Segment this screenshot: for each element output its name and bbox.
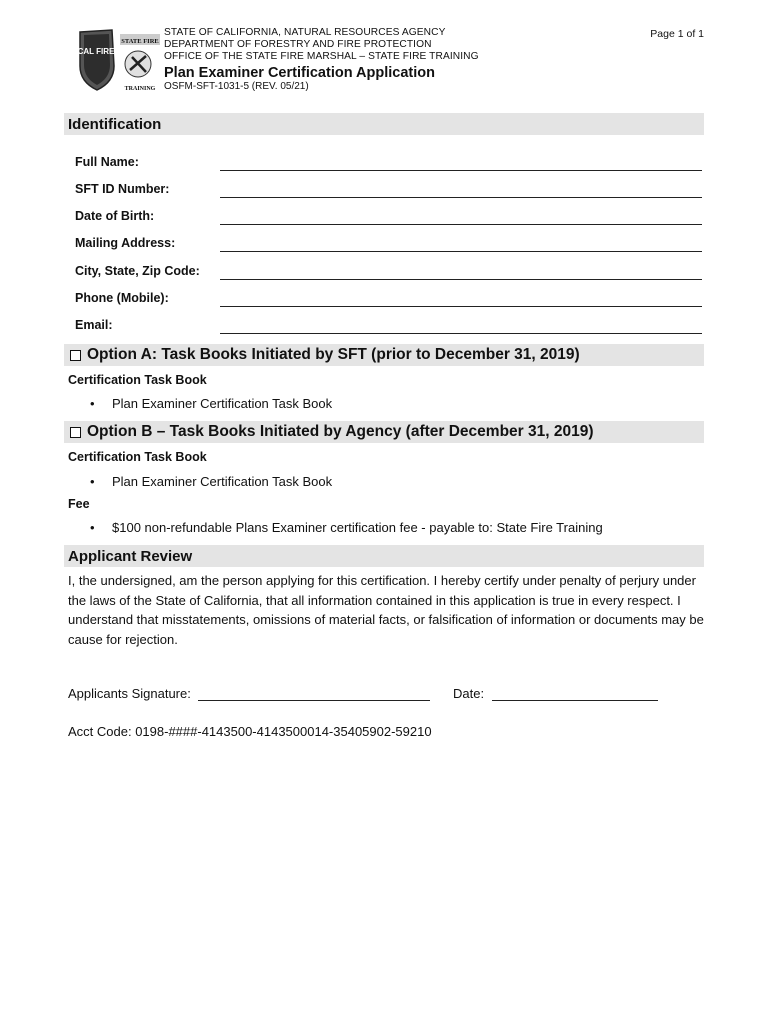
option-b-subhead: Certification Task Book bbox=[68, 450, 207, 464]
sft-id-label: SFT ID Number: bbox=[75, 182, 170, 196]
list-item bbox=[90, 520, 603, 535]
email-label: Email: bbox=[75, 318, 113, 332]
date-label: Date: bbox=[453, 686, 485, 701]
form-title: Plan Examiner Certification Application bbox=[164, 65, 435, 81]
city-state-zip-label: City, State, Zip Code: bbox=[75, 264, 200, 278]
option-a-item: Plan Examiner Certification Task Book bbox=[112, 396, 333, 411]
logo-training-text: TRAINING bbox=[124, 86, 156, 92]
logo-cal-fire-text: CAL FIRE bbox=[77, 47, 115, 56]
date-field[interactable] bbox=[492, 686, 658, 701]
signature-label: Applicants Signature: bbox=[68, 686, 191, 701]
option-b-checkbox[interactable] bbox=[70, 427, 81, 438]
cal-fire-state-fire-training-logo bbox=[74, 26, 164, 94]
city-state-zip-field[interactable] bbox=[220, 279, 702, 280]
mailing-address-field[interactable] bbox=[220, 251, 702, 252]
date-of-birth-label: Date of Birth: bbox=[75, 209, 155, 223]
bullet-icon: • bbox=[90, 520, 95, 535]
option-a-title: Option A: Task Books Initiated by SFT (prior to December 31, 2019) bbox=[87, 346, 580, 363]
phone-label: Phone (Mobile): bbox=[75, 291, 169, 305]
option-a-subhead: Certification Task Book bbox=[68, 373, 207, 387]
full-name-field[interactable] bbox=[220, 170, 702, 171]
logo-state-fire-text: STATE FIRE bbox=[121, 38, 159, 45]
fee-item: $100 non-refundable Plans Examiner certification fee - payable to: State Fire Training bbox=[112, 520, 603, 535]
list-item bbox=[90, 474, 332, 489]
full-name-label: Full Name: bbox=[75, 155, 139, 169]
page-number: Page 1 of 1 bbox=[650, 28, 704, 40]
certification-statement: I, the undersigned, am the person applying for this certification. I hereby certify under penalty of perjury under the laws of the State of California, that all information contained in this application is true in every respect. I understand that misstatements, omissions of material facts, or falsification of information or documents may be cause for rejection. bbox=[68, 573, 704, 647]
agency-line: DEPARTMENT OF FORESTRY AND FIRE PROTECTION bbox=[164, 39, 432, 50]
agency-line: STATE OF CALIFORNIA, NATURAL RESOURCES AGENCY bbox=[164, 27, 446, 38]
bullet-icon: • bbox=[90, 396, 95, 411]
applicant-review-header bbox=[64, 545, 704, 567]
email-field[interactable] bbox=[220, 333, 702, 334]
option-b-title: Option B – Task Books Initiated by Agency (after December 31, 2019) bbox=[87, 423, 594, 440]
sft-id-field[interactable] bbox=[220, 197, 702, 198]
signature-row bbox=[68, 686, 430, 701]
list-item bbox=[90, 396, 332, 411]
form-header bbox=[66, 24, 706, 100]
mailing-address-label: Mailing Address: bbox=[75, 236, 176, 250]
fee-label: Fee bbox=[68, 497, 90, 511]
option-a-checkbox[interactable] bbox=[70, 350, 81, 361]
agency-line: OFFICE OF THE STATE FIRE MARSHAL – STATE FIRE TRAINING bbox=[164, 51, 479, 62]
option-b-header bbox=[64, 421, 704, 443]
option-b-item: Plan Examiner Certification Task Book bbox=[112, 474, 333, 489]
option-a-header bbox=[64, 344, 704, 366]
date-of-birth-field[interactable] bbox=[220, 224, 702, 225]
identification-section-header bbox=[64, 113, 704, 135]
form-number: OSFM-SFT-1031-5 (REV. 05/21) bbox=[164, 81, 309, 92]
account-code: Acct Code: 0198-####-4143500-4143500014-35405902-59210 bbox=[68, 724, 432, 739]
signature-field[interactable] bbox=[198, 686, 430, 701]
identification-title: Identification bbox=[68, 115, 162, 133]
phone-field[interactable] bbox=[220, 306, 702, 307]
applicant-review-title: Applicant Review bbox=[68, 547, 193, 565]
date-row bbox=[453, 686, 658, 701]
bullet-icon: • bbox=[90, 474, 95, 489]
agency-block bbox=[164, 27, 479, 63]
